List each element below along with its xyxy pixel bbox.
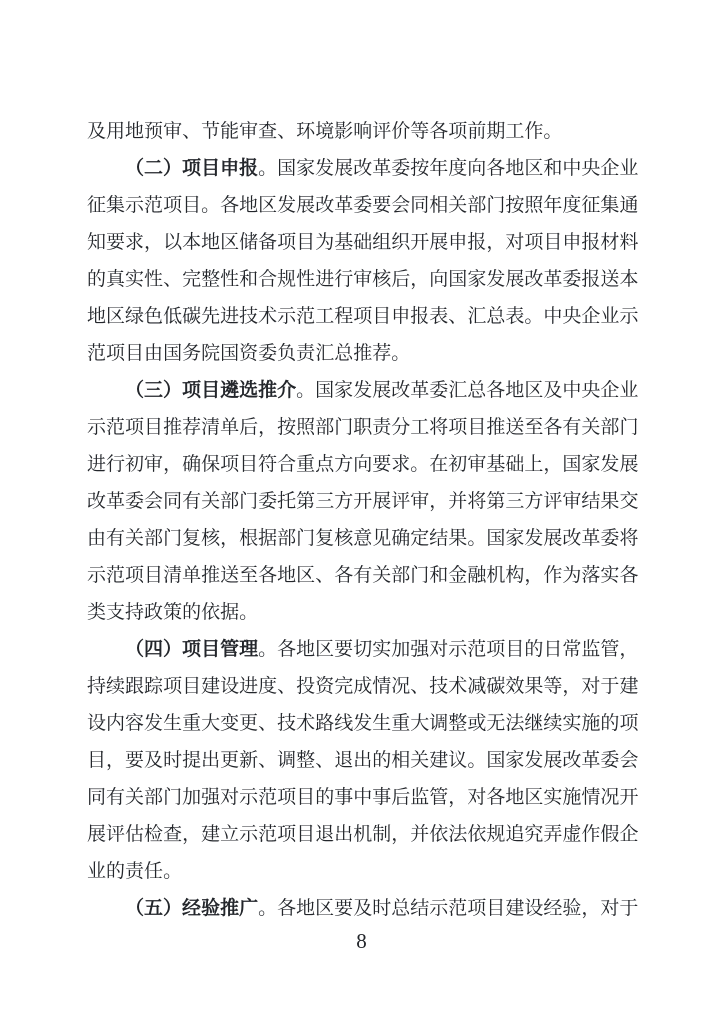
text-line: 示 范 项 目 清 单 推 送 至 各 地 区 、 各 有 关 部 门 和 金 融 机 构 ， 作 为 落 实 各 <box>87 565 639 586</box>
text-line: （ 五 ） 经 验 推 广 。 各 地 区 要 及 时 总 结 示 范 项 目 建 设 经 验 ， 对 于 <box>125 898 639 919</box>
text-line: （ 四 ） 项 目 管 理 。 各 地 区 要 切 实 加 强 对 示 范 项 目 的 日 常 监 管 ， <box>125 639 639 660</box>
page-number: 8 <box>356 929 367 953</box>
text-line: 展 评 估 检 查 ， 建 立 示 范 项 目 退 出 机 制 ， 并 依 法 依 规 追 究 弄 虚 作 假 企 <box>87 824 639 845</box>
text-line: 征 集 示 范 项 目 。 各 地 区 发 展 改 革 委 要 会 同 相 关 部 门 按 照 年 度 征 集 通 <box>87 195 639 216</box>
text-line: （ 三 ） 项 目 遴 选 推 介 。 国 家 发 展 改 革 委 汇 总 各 地 区 及 中 央 企 业 <box>125 380 639 401</box>
text-line: 的 真 实 性 、 完 整 性 和 合 规 性 进 行 审 核 后 ， 向 国 家 发 展 改 革 委 报 送 本 <box>87 269 639 290</box>
text-line: 进 行 初 审 ， 确 保 项 目 符 合 重 点 方 向 要 求 。 在 初 审 基 础 上 ， 国 家 发 展 <box>87 454 639 475</box>
document-body <box>87 111 637 925</box>
text-line: 目 ， 要 及 时 提 出 更 新 、 调 整 、 退 出 的 相 关 建 议 。 国 家 发 展 改 革 委 会 <box>87 750 639 771</box>
text-line: 持 续 跟 踪 项 目 建 设 进 度 、 投 资 完 成 情 况 、 技 术 减 碳 效 果 等 ， 对 于 建 <box>87 676 639 697</box>
text-line: 改 革 委 会 同 有 关 部 门 委 托 第 三 方 开 展 评 审 ， 并 将 第 三 方 评 审 结 果 交 <box>87 491 639 512</box>
text-line: 设 内 容 发 生 重 大 变 更 、 技 术 路 线 发 生 重 大 调 整 或 无 法 继 续 实 施 的 项 <box>87 713 639 734</box>
text-line: 业 的 责 任 。 <box>87 861 183 882</box>
text-line: 同 有 关 部 门 加 强 对 示 范 项 目 的 事 中 事 后 监 管 ， 对 各 地 区 实 施 情 况 开 <box>87 787 639 808</box>
text-line: 示 范 项 目 推 荐 清 单 后 ， 按 照 部 门 职 责 分 工 将 项 目 推 送 至 各 有 关 部 门 <box>87 417 639 438</box>
text-line: 知 要 求 ， 以 本 地 区 储 备 项 目 为 基 础 组 织 开 展 申 报 ， 对 项 目 申 报 材 料 <box>87 232 639 253</box>
text-line: 由 有 关 部 门 复 核 ， 根 据 部 门 复 核 意 见 确 定 结 果 。 国 家 发 展 改 革 委 将 <box>87 528 639 549</box>
text-line: 类 支 持 政 策 的 依 据 。 <box>87 602 259 623</box>
text-line: 地 区 绿 色 低 碳 先 进 技 术 示 范 工 程 项 目 申 报 表 、 汇 总 表 。 中 央 企 业 示 <box>87 306 639 327</box>
text-line: 及 用 地 预 审 、 节 能 审 查 、 环 境 影 响 评 价 等 各 项 前 期 工 作 。 <box>87 121 563 142</box>
text-line: 范 项 目 由 国 务 院 国 资 委 负 责 汇 总 推 荐 。 <box>87 343 411 364</box>
text-line: （ 二 ） 项 目 申 报 。 国 家 发 展 改 革 委 按 年 度 向 各 地 区 和 中 央 企 业 <box>125 158 639 179</box>
